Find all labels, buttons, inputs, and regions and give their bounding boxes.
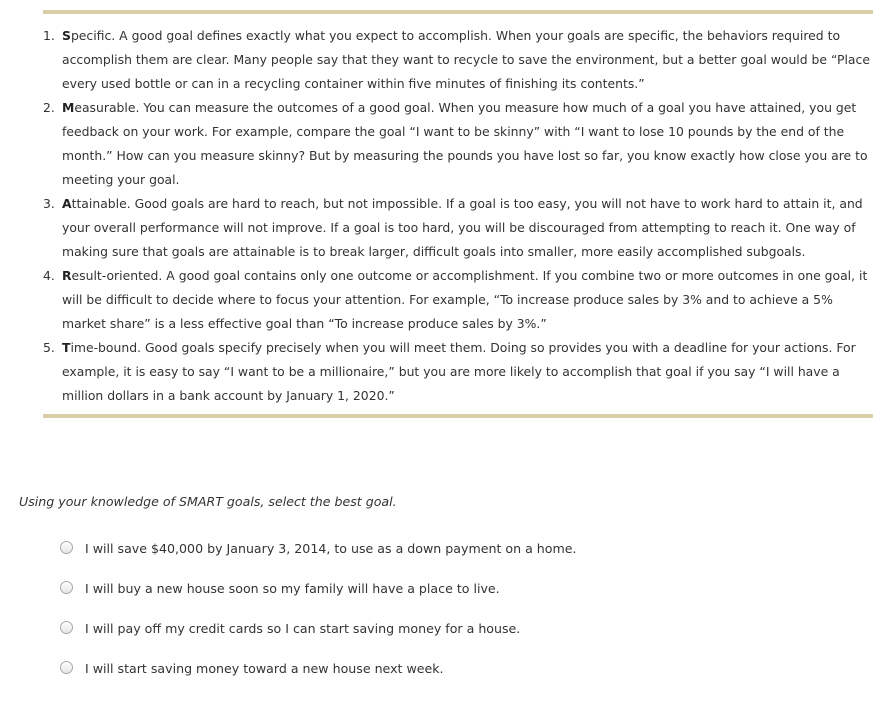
smart-goals-box <box>43 10 873 418</box>
smart-item-text: easurable. You can measure the outcomes of a good goal. When you measure how much of a goal you have attained, you get feedback on your work. For example, compare the goal “I want to be skinny” with “I want to lose 10 pounds by the end of the month.” How can you measure skinny? But by measuring the pounds you have lost so far, you know exactly how close you are to meeting your goal. <box>62 100 868 187</box>
list-number: 2. <box>43 100 55 115</box>
smart-item-result-oriented <box>43 264 873 336</box>
smart-item-specific <box>43 24 873 96</box>
answer-option-3[interactable] <box>60 617 577 657</box>
radio-button[interactable] <box>60 581 73 594</box>
answer-option-label: I will buy a new house soon so my family will have a place to live. <box>85 580 500 596</box>
smart-goals-list <box>43 24 873 408</box>
answer-options <box>60 537 577 697</box>
smart-item-time-bound <box>43 336 873 408</box>
radio-button[interactable] <box>60 621 73 634</box>
list-number: 3. <box>43 196 55 211</box>
list-number: 5. <box>43 340 55 355</box>
answer-option-label: I will save $40,000 by January 3, 2014, to use as a down payment on a home. <box>85 540 577 556</box>
answer-option-4[interactable] <box>60 657 577 697</box>
smart-item-text: ttainable. Good goals are hard to reach, but not impossible. If a goal is too easy, you will not have to work hard to attain it, and your overall performance will not improve. If a goal is too hard, you will be discouraged from attempting to reach it. One way of making sure that goals are attainable is to break larger, difficult goals into smaller, more easily accomplished subgoals. <box>62 196 863 259</box>
smart-item-text: pecific. A good goal defines exactly what you expect to accomplish. When your goals are specific, the behaviors required to accomplish them are clear. Many people say that they want to recycle to save the environment, but a better goal would be “Place every used bottle or can in a recycling container within five minutes of finishing its contents.” <box>62 28 870 91</box>
answer-option-label: I will start saving money toward a new house next week. <box>85 660 444 676</box>
answer-option-1[interactable] <box>60 537 577 577</box>
radio-button[interactable] <box>60 541 73 554</box>
acronym-letter: R <box>62 268 72 283</box>
question-prompt: Using your knowledge of SMART goals, select the best goal. <box>19 494 397 509</box>
acronym-letter: M <box>62 100 75 115</box>
answer-option-2[interactable] <box>60 577 577 617</box>
radio-button[interactable] <box>60 661 73 674</box>
smart-item-text: esult-oriented. A good goal contains only one outcome or accomplishment. If you combine two or more outcomes in one goal, it will be difficult to decide where to focus your attention. For example, “To increase produce sales by 3% and to achieve a 5% market share” is a less effective goal than “To increase produce sales by 3%.” <box>62 268 868 331</box>
list-number: 4. <box>43 268 55 283</box>
smart-item-attainable <box>43 192 873 264</box>
answer-option-label: I will pay off my credit cards so I can start saving money for a house. <box>85 620 521 636</box>
acronym-letter: S <box>62 28 71 43</box>
acronym-letter: A <box>62 196 72 211</box>
list-number: 1. <box>43 28 55 43</box>
smart-item-measurable <box>43 96 873 192</box>
acronym-letter: T <box>62 340 71 355</box>
smart-item-text: ime-bound. Good goals specify precisely when you will meet them. Doing so provides you with a deadline for your actions. For example, it is easy to say “I want to be a millionaire,” but you are more likely to accomplish that goal if you say “I will have a million dollars in a bank account by January 1, 2020.” <box>62 340 856 403</box>
